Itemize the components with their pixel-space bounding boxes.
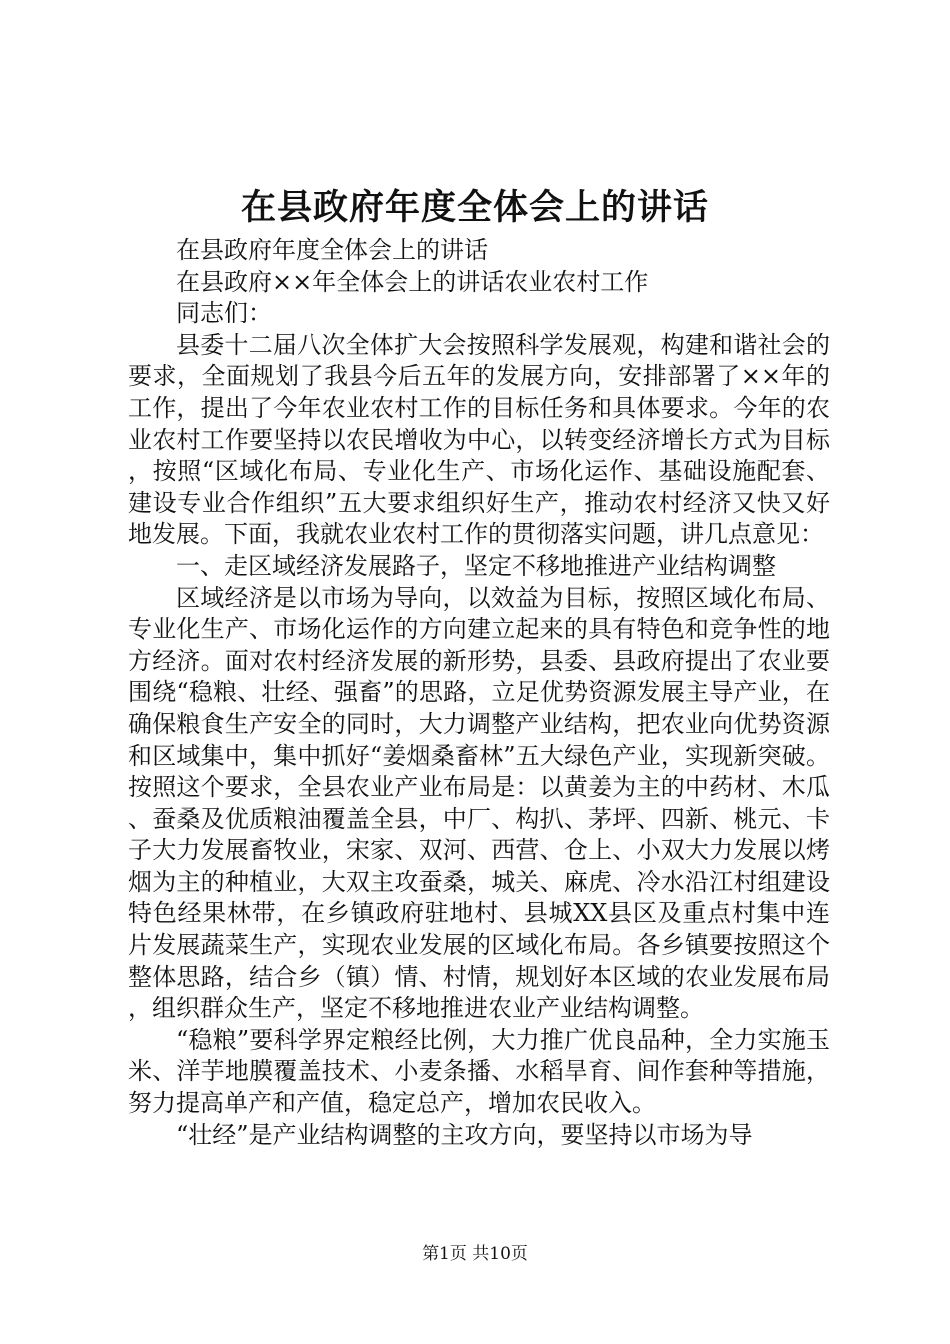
- section-heading: 一、走区域经济发展路子，坚定不移地推进产业结构调整: [176, 551, 776, 580]
- paragraph-strengthen-cash-crops: “壮经”是产业结构调整的主攻方向，要坚持以市场为导: [176, 1120, 753, 1149]
- paragraph-intro: 县委十二届八次全体扩大会按照科学发展观，构建和谐社会的要求，全面规划了我县今后五年的发展方向，安排部署了××年的工作，提出了今年农业农村工作的目标任务和具体要求。今年的农业农村工作要坚持以农民增收为中心，以转变经济增长方式为目标，按照“区域化布局、专业化生产、市场化运作、基础设施配套、建设专业合作组织”五大要求组织好生产，推动农村经济又快又好地发展。下面，我就农业农村工作的贯彻落实问题，讲几点意见：: [128, 330, 830, 549]
- document-body: [128, 235, 830, 1151]
- paragraph-regional-economy: 区域经济是以市场为导向，以效益为目标，按照区域化布局、专业化生产、市场化运作的方向建立起来的具有特色和竞争性的地方经济。面对农村经济发展的新形势，县委、县政府提出了农业要围绕“稳粮、壮经、强畜”的思路，立足优势资源发展主导产业，在确保粮食生产安全的同时，大力调整产业结构，把农业向优势资源和区域集中，集中抓好“姜烟桑畜林”五大绿色产业，实现新突破。按照这个要求，全县农业产业布局是：以黄姜为主的中药材、木瓜、蚕桑及优质粮油覆盖全县，中厂、构扒、茅坪、四新、桃元、卡子大力发展畜牧业，宋家、双河、西营、仓上、小双大力发展以烤烟为主的种植业，大双主攻蚕桑，城关、麻虎、冷水沿江村组建设特色经果林带，在乡镇政府驻地村、县城XX县区及重点村集中连片发展蔬菜生产，实现农业发展的区域化布局。各乡镇要按照这个整体思路，结合乡（镇）情、村情，规划好本区域的农业发展布局，组织群众生产，坚定不移地推进农业产业结构调整。: [128, 583, 830, 1023]
- document-title: 在县政府年度全体会上的讲话: [240, 187, 709, 228]
- paragraph-heading: 在县政府××年全体会上的讲话农业农村工作: [176, 267, 649, 296]
- paragraph-subtitle: 在县政府年度全体会上的讲话: [176, 236, 488, 264]
- paragraph-stable-grain: “稳粮”要科学界定粮经比例，大力推广优良品种，全力实施玉米、洋芋地膜覆盖技术、小麦条播、水稻旱育、间作套种等措施，努力提高单产和产值，稳定总产，增加农民收入。: [128, 1025, 830, 1118]
- page-number: 第1页 共10页: [422, 1244, 528, 1264]
- paragraph-salutation: 同志们：: [176, 299, 272, 328]
